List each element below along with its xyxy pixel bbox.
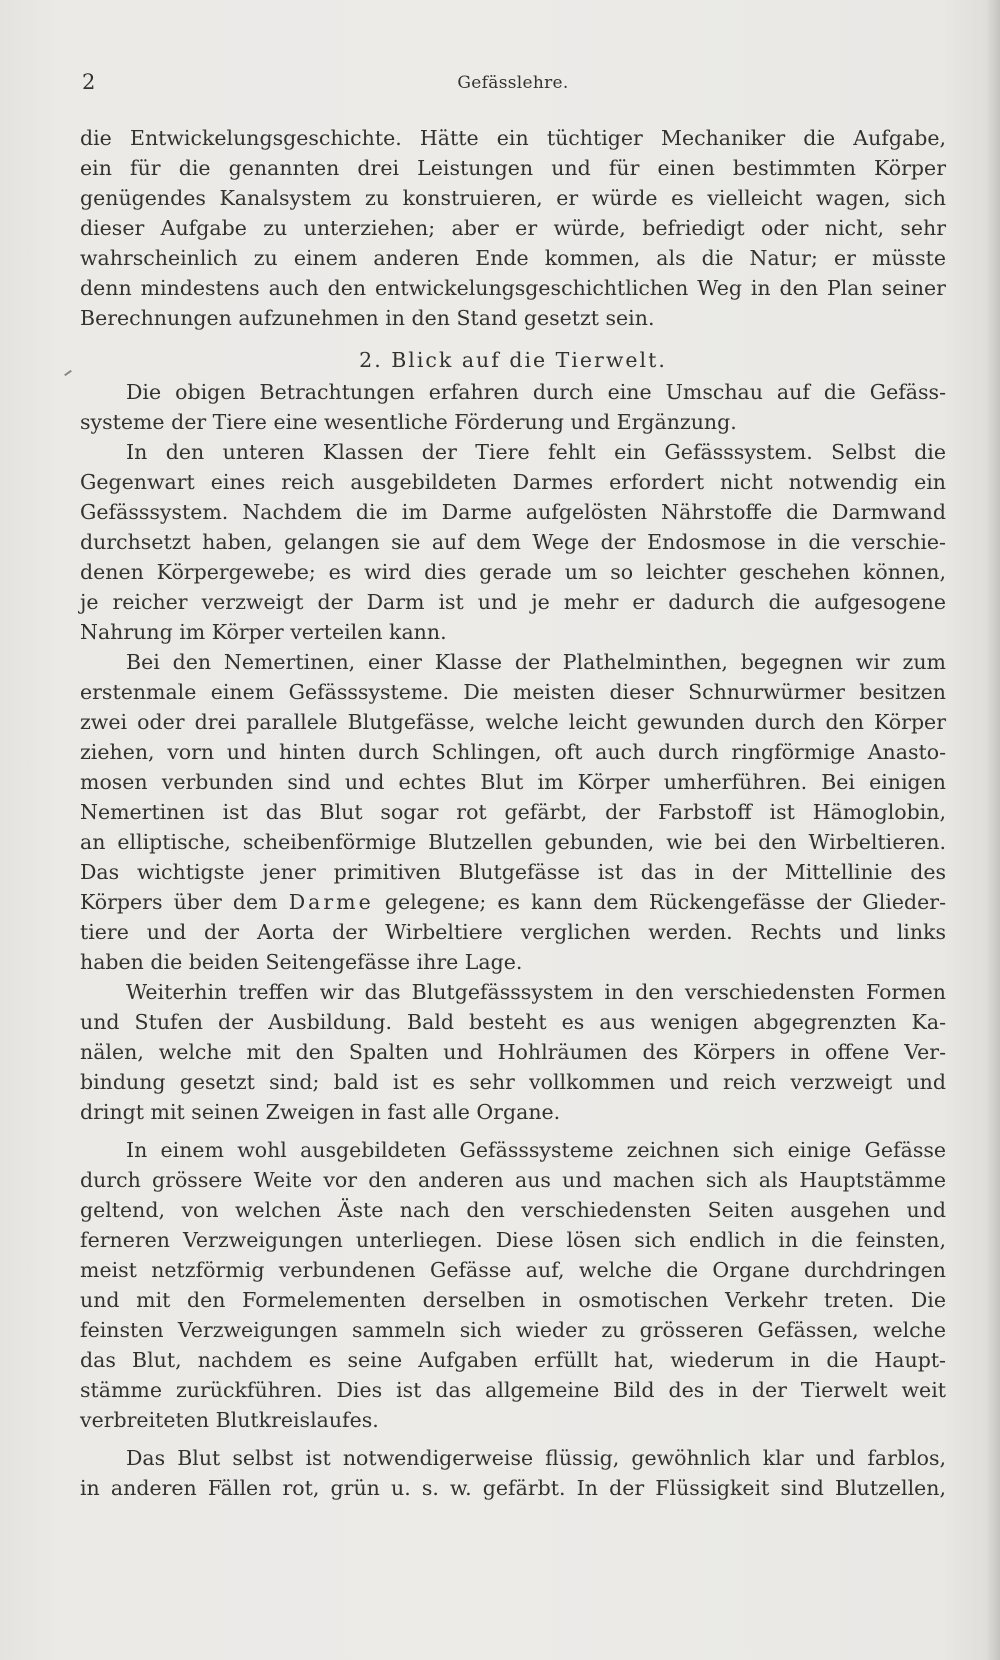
text-line: stämme zurückführen. Dies ist das allgemeine Bild des in der Tierwelt weit [80, 1378, 946, 1402]
text-line: nälen, welche mit den Spalten und Hohlräumen des Körpers in offene Ver- [80, 1040, 946, 1064]
text-line: Das wichtigste jener primitiven Blutgefässe ist das in der Mittellinie des [80, 860, 946, 884]
text-segment: gelegene; es kann dem Rückengefässe der Glieder- [373, 890, 947, 914]
text-line: systeme der Tiere eine wesentliche Förderung und Ergänzung. [80, 410, 737, 434]
text-line: In den unteren Klassen der Tiere fehlt ein Gefässsystem. Selbst die [126, 440, 946, 464]
page-number: 2 [82, 70, 96, 94]
text-line: genügendes Kanalsystem zu konstruieren, er würde es vielleicht wagen, sich [80, 186, 946, 210]
text-line: in anderen Fällen rot, grün u. s. w. gefärbt. In der Flüssigkeit sind Blutzellen, [80, 1476, 946, 1500]
text-line: dieser Aufgabe zu unterziehen; aber er würde, befriedigt oder nicht, sehr [80, 216, 946, 240]
text-line: mosen verbunden sind und echtes Blut im Körper umherführen. Bei einigen [80, 770, 946, 794]
text-line: Gefässsystem. Nachdem die im Darme aufgelösten Nährstoffe die Darmwand [80, 500, 946, 524]
paragraph-gap [80, 1127, 946, 1135]
paragraph-3 [80, 437, 946, 647]
paragraph-4 [80, 647, 946, 977]
paragraph-2 [80, 377, 946, 437]
text-line: haben die beiden Seitengefässe ihre Lage. [80, 950, 523, 974]
text-line: In einem wohl ausgebildeten Gefässsysteme zeichnen sich einige Gefässe [126, 1138, 946, 1162]
text-line: denen Körpergewebe; es wird dies gerade um so leichter geschehen können, [80, 560, 946, 584]
text-line: Berechnungen aufzunehmen in den Stand gesetzt sein. [80, 306, 655, 330]
text-line: verbreiteten Blutkreislaufes. [80, 1408, 379, 1432]
text-line: an elliptische, scheibenförmige Blutzellen gebunden, wie bei den Wirbeltieren. [80, 830, 946, 854]
text-line: zwei oder drei parallele Blutgefässe, welche leicht gewunden durch den Körper [80, 710, 946, 734]
text-line: ferneren Verzweigungen unterliegen. Diese lösen sich endlich in die feinsten, [80, 1228, 946, 1252]
paragraph-gap [80, 1435, 946, 1443]
emphasized-word: Darme [288, 890, 374, 914]
text-line: Das Blut selbst ist notwendigerweise flüssig, gewöhnlich klar und farblos, [126, 1446, 946, 1470]
text-line: meist netzförmig verbundenen Gefässe auf, welche die Organe durchdringen [80, 1258, 946, 1282]
paragraph-1 [80, 123, 946, 333]
text-line: geltend, von welchen Äste nach den verschiedensten Seiten ausgehen und [80, 1198, 946, 1222]
text-line: die Entwickelungsgeschichte. Hätte ein tüchtiger Mechaniker die Aufgabe, [80, 126, 946, 150]
paragraph-7 [80, 1443, 946, 1503]
text-line: dringt mit seinen Zweigen in fast alle Organe. [80, 1100, 561, 1124]
body-text [80, 123, 946, 1503]
margin-mark [64, 370, 72, 376]
text-line [80, 887, 946, 917]
text-line: denn mindestens auch den entwickelungsgeschichtlichen Weg in den Plan seiner [80, 276, 946, 300]
text-line: Bei den Nemertinen, einer Klasse der Plathelminthen, begegnen wir zum [126, 650, 946, 674]
text-line: feinsten Verzweigungen sammeln sich wieder zu grösseren Gefässen, welche [80, 1318, 946, 1342]
text-line: ein für die genannten drei Leistungen und für einen bestimmten Körper [80, 156, 946, 180]
text-line: je reicher verzweigt der Darm ist und je mehr er dadurch die aufgesogene [80, 590, 946, 614]
text-line: wahrscheinlich zu einem anderen Ende kommen, als die Natur; er müsste [80, 246, 946, 270]
text-line: erstenmale einem Gefässsysteme. Die meisten dieser Schnurwürmer besitzen [80, 680, 946, 704]
text-line: und mit den Formelementen derselben in osmotischen Verkehr treten. Die [80, 1288, 946, 1312]
text-line: Nemertinen ist das Blut sogar rot gefärbt, der Farbstoff ist Hämoglobin, [80, 800, 946, 824]
text-line: ziehen, vorn und hinten durch Schlingen, oft auch durch ringförmige Anasto- [80, 740, 946, 764]
text-line: Gegenwart eines reich ausgebildeten Darmes erfordert nicht notwendig ein [80, 470, 946, 494]
running-title: Gefässlehre. [457, 73, 569, 93]
section-heading: 2. Blick auf die Tierwelt. [359, 348, 667, 372]
text-line: das Blut, nachdem es seine Aufgaben erfüllt hat, wiederum in die Haupt- [80, 1348, 946, 1372]
text-line: durch grössere Weite vor den anderen aus und machen sich als Hauptstämme [80, 1168, 946, 1192]
text-line: bindung gesetzt sind; bald ist es sehr vollkommen und reich verzweigt und [80, 1070, 946, 1094]
page-header [82, 70, 944, 104]
text-line: und Stufen der Ausbildung. Bald besteht es aus wenigen abgegrenzten Ka- [80, 1010, 946, 1034]
page-edge-shadow [986, 0, 1000, 1660]
text-segment: Körpers über dem [80, 890, 289, 914]
text-line: Weiterhin treffen wir das Blutgefässsystem in den verschiedensten Formen [126, 980, 946, 1004]
paragraph-5 [80, 977, 946, 1127]
paragraph-6 [80, 1135, 946, 1435]
text-line: Die obigen Betrachtungen erfahren durch eine Umschau auf die Gefäss- [126, 380, 946, 404]
text-line: Nahrung im Körper verteilen kann. [80, 620, 447, 644]
text-line: tiere und der Aorta der Wirbeltiere verglichen werden. Rechts und links [80, 920, 946, 944]
text-line: durchsetzt haben, gelangen sie auf dem Wege der Endosmose in die verschie- [80, 530, 946, 554]
